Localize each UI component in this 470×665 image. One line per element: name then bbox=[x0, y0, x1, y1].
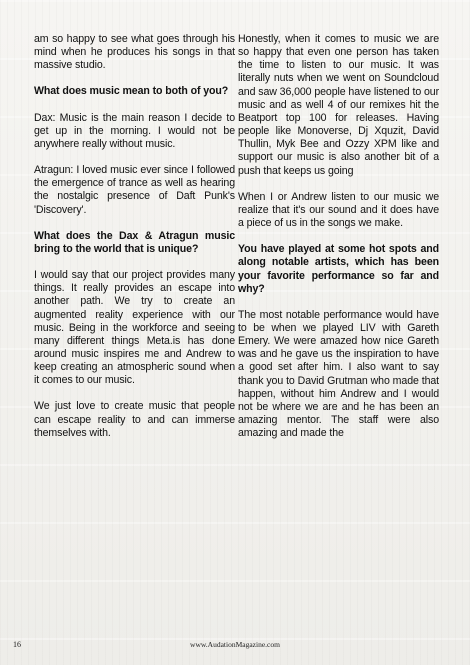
paragraph: Atragun: I loved music ever since I followed the emergence of trance as well as hearing the nostalgic presence of Daft Punk's 'Discovery'. bbox=[34, 164, 235, 216]
paragraph: am so happy to see what goes through his mind when he produces his songs in that massive studio. bbox=[34, 33, 235, 72]
page-number: 16 bbox=[13, 640, 21, 649]
paragraph: Dax: Music is the main reason I decide to get up in the morning. I would not be anywhere really without music. bbox=[34, 111, 235, 150]
interview-question: What does music mean to both of you? bbox=[34, 85, 229, 98]
paragraph: I would say that our project provides many things. It really provides an escape into another path. We try to create an augmented reality experience with our music. Being in the workforce and seeing many different things Meta.is has done around music inspires me and Andrew to keep creating an atmospheric sound when it comes to our music. bbox=[34, 269, 235, 387]
interview-question: What does the Dax & Atragun music bring to the world that is unique? bbox=[34, 229, 235, 255]
paragraph: The most notable performance would have to be when we played LIV with Gareth Emery. We were amazed how nice Gareth was and he gave us the inspiration to have a good set after him. I also want to say thank you to David Grutman who made that happen, without him Andrew and I would not be where we are and he has been an amazing mentor. The staff were also amazing and made the bbox=[238, 308, 439, 440]
paragraph: Honestly, when it comes to music we are so happy that even one person has taken the time to listen to our music. It was literally nuts when we went on Soundcloud and saw 36,000 people have listened to our music and as well 4 of our remixes hit the Beatport top 100 for releases. Having people like Monoverse, Dj Xquzit, David Thullin, Myk Bee and Ozzy XPM like and support our music is also another bit of a push that keeps us going bbox=[238, 33, 439, 177]
footer-url: www.AudationMagazine.com bbox=[190, 640, 280, 649]
left-column bbox=[34, 33, 235, 440]
paragraph: When I or Andrew listen to our music we realize that it's our sound and it does have a piece of us in the songs we make. bbox=[238, 190, 439, 230]
paragraph: We just love to create music that people can escape reality to and can immerse themselves with. bbox=[34, 400, 235, 439]
interview-question: You have played at some hot spots and along notable artists, which has been your favorite performance so far and why? bbox=[238, 243, 439, 295]
right-column bbox=[238, 33, 439, 440]
